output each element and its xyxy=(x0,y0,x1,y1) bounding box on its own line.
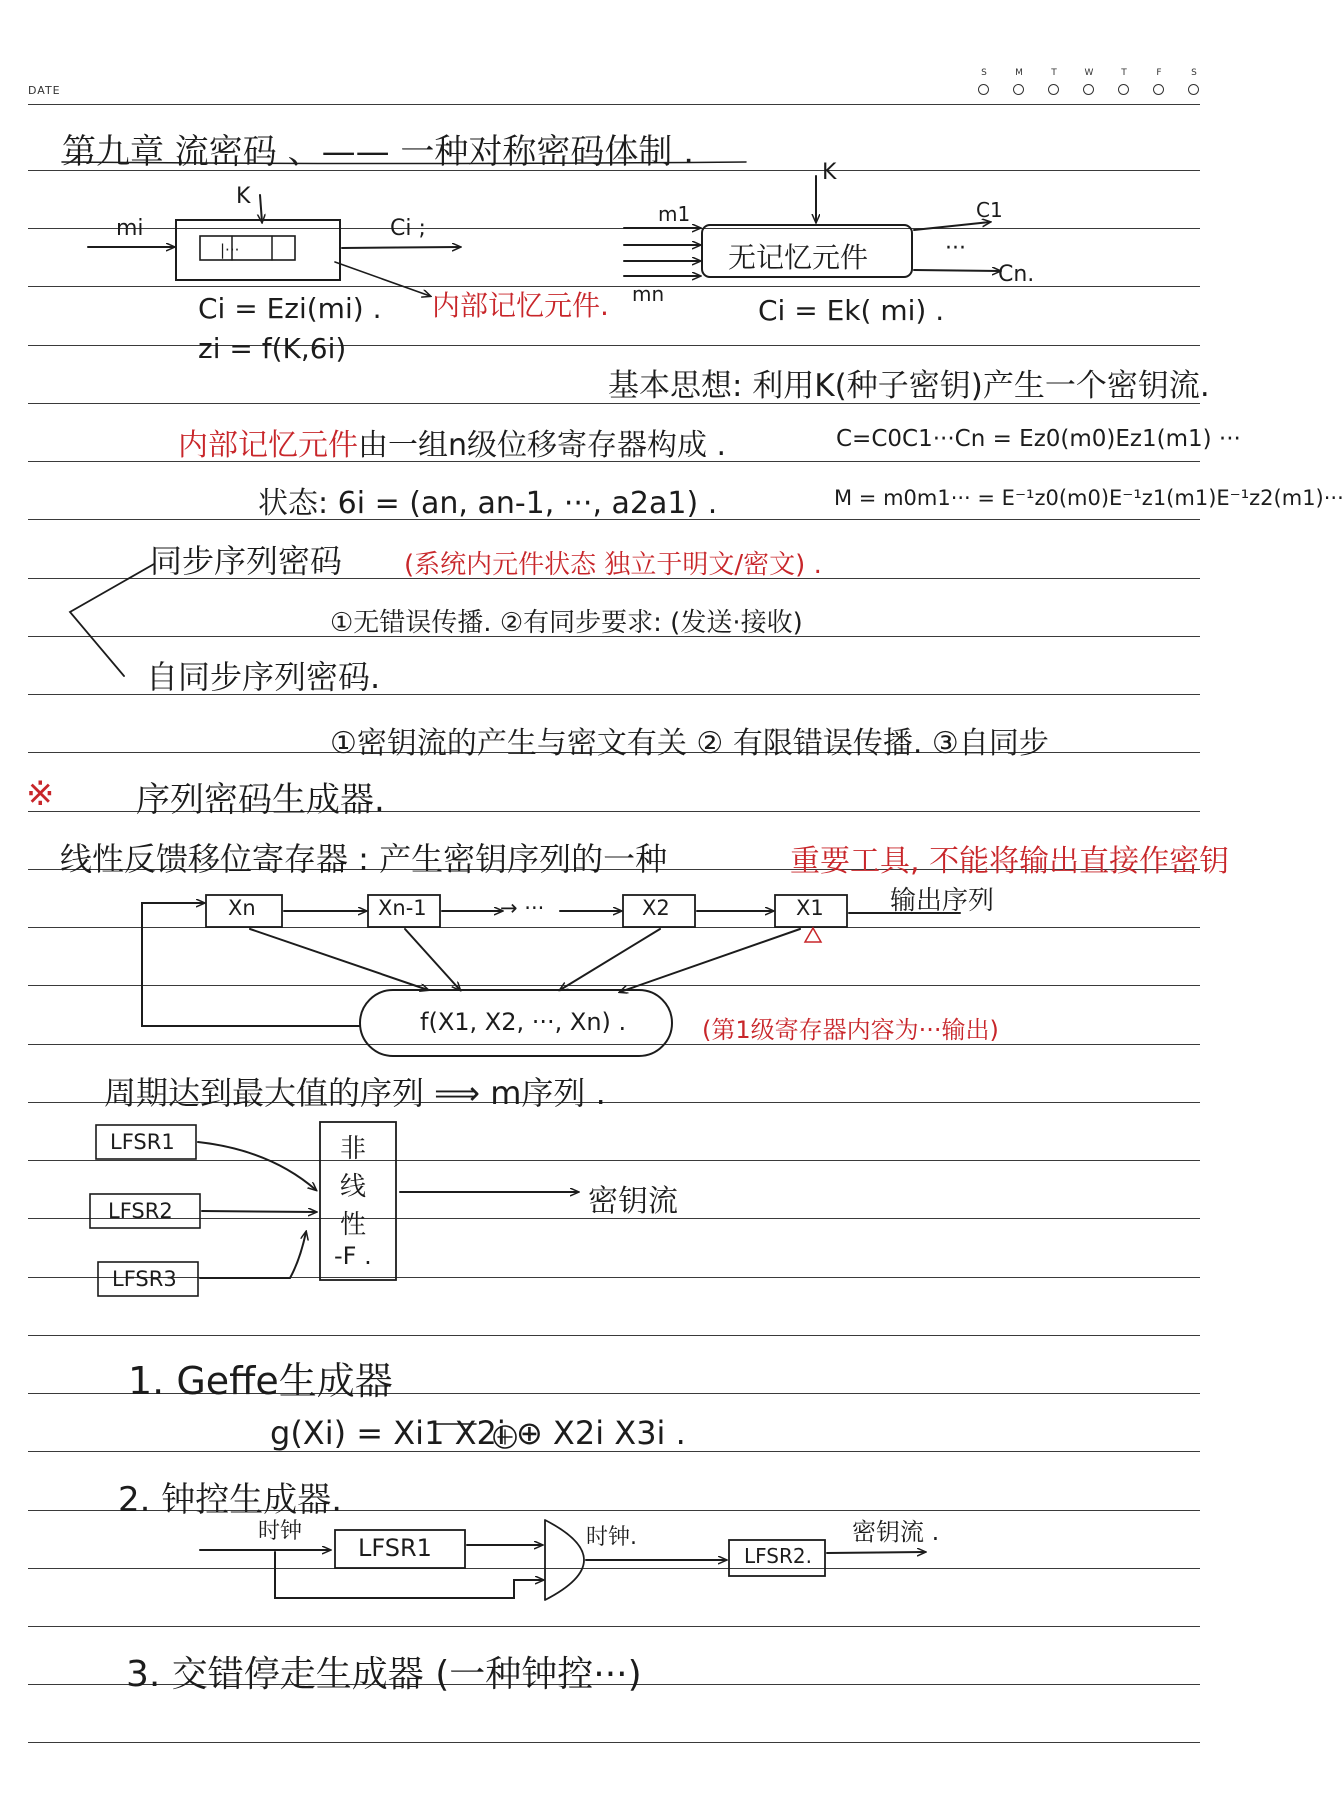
cipher-formula: C=C0C1···Cn = Ez0(m0)Ez1(m1) ··· xyxy=(836,426,1241,452)
weekday-m: M xyxy=(1015,68,1023,78)
nonlinear-char-1: 非 xyxy=(340,1134,367,1164)
weekday-t2: T xyxy=(1121,68,1127,78)
d1-encrypt-formula: Ci = Ezi(mi) . xyxy=(198,292,382,325)
d2-cn-label: Cn. xyxy=(998,262,1035,287)
d1-plaintext-label: mi xyxy=(116,216,144,241)
clock-lfsr1: LFSR1 xyxy=(358,1534,432,1562)
lfsr-description: 线性反馈移位寄存器 : 产生密钥序列的一种 xyxy=(60,840,668,878)
and-gate-icon xyxy=(545,1520,584,1600)
d1-ciphertext-label: Ci ; xyxy=(390,216,426,241)
weekday-w: W xyxy=(1084,68,1094,78)
clock-keystream: 密钥流 . xyxy=(852,1518,940,1546)
weekday-t: T xyxy=(1051,68,1057,78)
sync-cipher-title: 同步序列密码 xyxy=(150,542,343,580)
clock-lfsr2: LFSR2. xyxy=(744,1544,812,1568)
nonlinear-char-4: -F . xyxy=(334,1242,372,1270)
alternating-title: 3. 交错停走生成器 (一种钟控···) xyxy=(126,1654,642,1695)
self-sync-title: 自同步序列密码. xyxy=(146,658,381,696)
d1-keystream-formula: zi = f(K,6i) xyxy=(198,332,347,365)
d2-mn-label: mn xyxy=(632,282,665,306)
d2-dots: ··· xyxy=(945,236,966,261)
combiner-lfsr2: LFSR2 xyxy=(108,1199,173,1223)
memoryless-label: 无记忆元件 xyxy=(728,241,869,274)
nonlinear-char-2: 线 xyxy=(340,1172,367,1202)
sync-cipher-props: ①无错误传播. ②有同步要求: (发送·接收) xyxy=(330,608,803,638)
m-sequence-line: 周期达到最大值的序列 ⟹ m序列 . xyxy=(104,1074,606,1112)
clock-in-label: 时钟 xyxy=(258,1519,303,1544)
plaintext-formula: M = m0m1··· = E⁻¹z0(m0)E⁻¹z1(m1)E⁻¹z2(m1)··· xyxy=(834,486,1344,510)
clock-out-label: 时钟. xyxy=(586,1525,637,1550)
first-stage-note: (第1级寄存器内容为···输出) xyxy=(702,1016,999,1044)
combiner-lfsr3: LFSR3 xyxy=(112,1267,177,1291)
d2-m1-label: m1 xyxy=(658,202,691,226)
lfsr-description-red: 重要工具, 不能将输出直接作密钥 xyxy=(790,844,1230,879)
geffe-title: 1. Geffe生成器 xyxy=(128,1359,393,1403)
state-formula: 状态: 6i = (an, an-1, ···, a2a1) . xyxy=(258,486,718,521)
basic-idea: 基本思想: 利用K(种子密钥)产生一个密钥流. xyxy=(608,368,1210,404)
weekday-f: F xyxy=(1156,68,1162,78)
memory-desc-red: 内部记忆元件 xyxy=(178,428,358,463)
register-xn-1: Xn-1 xyxy=(378,896,427,920)
nonlinear-char-3: 性 xyxy=(340,1210,367,1240)
memory-desc: 由一组n级位移寄存器构成 . xyxy=(358,428,727,463)
combiner-keystream: 密钥流 xyxy=(588,1184,678,1219)
chapter-title: 第九章 流密码 、—— 一种对称密码体制 . xyxy=(62,132,695,172)
weekday-s2: S xyxy=(1191,68,1197,78)
star-mark: ※ xyxy=(26,774,55,814)
clock-controlled-title: 2. 钟控生成器. xyxy=(118,1480,343,1520)
internal-memory-label: 内部记忆元件. xyxy=(432,289,609,322)
d2-c1-label: C1 xyxy=(976,198,1003,222)
register-dots: → ··· xyxy=(500,896,545,920)
d2-key-label: K xyxy=(822,160,837,185)
register-xn: Xn xyxy=(228,896,256,920)
self-sync-props: ①密钥流的产生与密文有关 ② 有限错误传播. ③自同步 xyxy=(330,726,1049,761)
date-label: DATE xyxy=(28,84,61,97)
register-x1: X1 xyxy=(796,896,824,920)
register-x2: X2 xyxy=(642,896,670,920)
generator-title: 序列密码生成器. xyxy=(136,780,385,820)
output-sequence-label: 输出序列 xyxy=(890,886,995,916)
geffe-formula: g(Xi) = Xi1 X2i ⊕ X2i X3i . xyxy=(270,1414,686,1452)
d1-key-label: K xyxy=(236,184,251,209)
memory-cell-label: |··· xyxy=(220,241,240,259)
weekday-s: S xyxy=(981,68,987,78)
feedback-function: f(X1, X2, ···, Xn) . xyxy=(420,1008,627,1036)
d2-encrypt-formula: Ci = Ek( mi) . xyxy=(758,294,945,327)
sync-cipher-note: (系统内元件状态 独立于明文/密文) . xyxy=(404,550,822,580)
combiner-lfsr1: LFSR1 xyxy=(110,1130,175,1154)
